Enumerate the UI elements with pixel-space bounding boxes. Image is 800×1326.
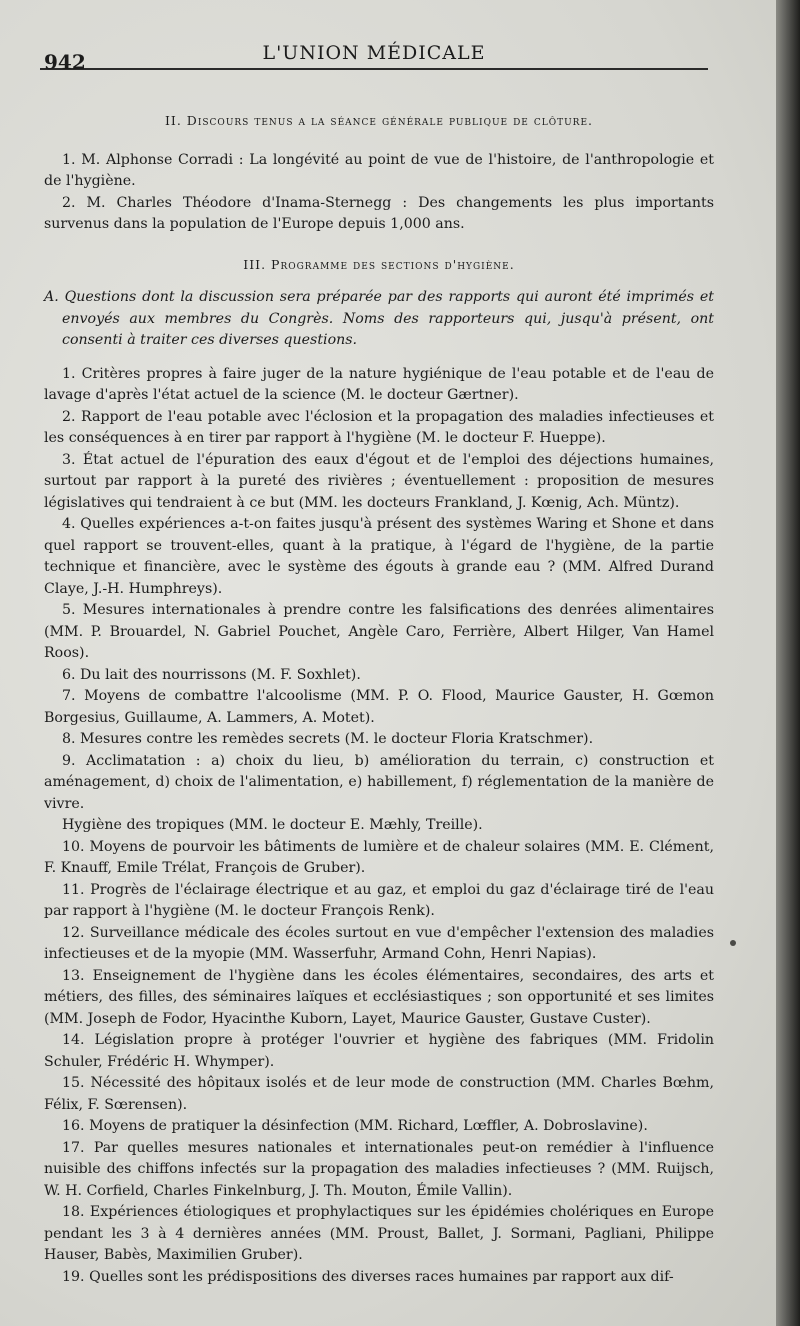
list-item: 10. Moyens de pourvoir les bâtiments de lumière et de chaleur solaires (MM. E. Clément, F. Knauff, Emile Trélat, François de Gruber). — [44, 838, 714, 876]
list-item: 15. Nécessité des hôpitaux isolés et de leur mode de construction (MM. Charles Bœhm, Félix, F. Sœrensen). — [44, 1075, 714, 1113]
list-item: 18. Expériences étiologiques et prophylactiques sur les épidémies cholériques en Europe pendant les 3 à 4 dernières années (MM. Proust, Ballet, J. Sormani, Pagliani, Philippe Hauser, Babès, Maximilien Gruber). — [44, 1204, 714, 1263]
list-item: 11. Progrès de l'éclairage électrique et au gaz, et emploi du gaz d'éclairage tiré de l'eau par rapport à l'hygiène (M. le docteur François Renk). — [44, 881, 714, 919]
list-item: 2. Rapport de l'eau potable avec l'éclosion et la propagation des maladies infectieuses et les conséquences à en tirer par rapport à l'hygiène (M. le docteur F. Hueppe). — [44, 408, 714, 446]
page-header — [40, 40, 708, 74]
section-heading: III. Programme des sections d'hygiène. — [243, 256, 515, 272]
list-item: 6. Du lait des nourrissons (M. F. Soxhlet). — [62, 666, 361, 683]
ink-spot — [730, 940, 736, 946]
journal-title: L'UNION MÉDICALE — [262, 42, 486, 64]
list-item: 16. Moyens de pratiquer la désinfection (MM. Richard, Lœffler, A. Dobroslavine). — [62, 1118, 648, 1134]
list-item: 4. Quelles expériences a-t-on faites jusqu'à présent des systèmes Waring et Shone et dans quel rapport se trouvent-elles, quant à la pratique, à l'égard de l'hygiène, de la partie technique et financière, avec le système des égouts à grande eau ? (MM. Alfred Durand Claye, J.-H. Humphreys). — [44, 516, 714, 597]
list-item: 14. Législation propre à protéger l'ouvrier et hygiène des fabriques (MM. Fridolin Schuler, Frédéric H. Whymper). — [44, 1032, 714, 1070]
list-item: 17. Par quelles mesures nationales et internationales peut-on remédier à l'influence nuisible des chiffons infectés sur la propagation des maladies infectieuses ? (MM. Ruijsch, W. H. Corfield, Charles Finkelnburg, J. Th. Mouton, Émile Vallin). — [44, 1139, 714, 1199]
section-heading: II. Discours tenus a la séance générale publique de clôture. — [164, 113, 593, 128]
list-item: 5. Mesures internationales à prendre contre les falsifications des denrées alimentaires (MM. P. Brouardel, N. Gabriel Pouchet, Angèle Caro, Ferrière, Albert Hilger, Van Hamel Roos). — [44, 602, 714, 661]
list-item: 8. Mesures contre les remèdes secrets (M. le docteur Floria Kratschmer). — [62, 731, 594, 747]
list-item: Hygiène des tropiques (MM. le docteur E. Mæhly, Treille). — [62, 817, 483, 833]
section-ii-list — [44, 150, 714, 236]
section-intro: A. Questions dont la discussion sera préparée par des rapports qui auront été imprimés et envoyés aux membres du Congrès. Noms des rapporteurs qui, jusqu'à présent, ont consenti à traiter ces diverses questions. — [44, 289, 714, 348]
page-body — [44, 110, 714, 1288]
list-item: 2. M. Charles Théodore d'Inama-Sternegg : Des changements les plus importants survenus dans la population de l'Europe depuis 1,000 ans. — [44, 194, 714, 232]
list-item: 1. M. Alphonse Corradi : La longévité au point de vue de l'histoire, de l'anthropologie et de l'hygiène. — [44, 151, 714, 189]
list-item: 13. Enseignement de l'hygiène dans les écoles élémentaires, secondaires, des arts et métiers, des filles, des séminaires laïques et ecclésiastiques ; son opportunité et ses limites (MM. Joseph de Fodor, Hyacinthe Kuborn, Layet, Maurice Gauster, Gustave Custer). — [44, 967, 714, 1027]
list-item: 7. Moyens de combattre l'alcoolisme (MM. P. O. Flood, Maurice Gauster, H. Gœmon Borgesius, Guillaume, A. Lammers, A. Motet). — [44, 688, 714, 726]
page-number: 942 — [44, 50, 86, 74]
list-item: 9. Acclimatation : a) choix du lieu, b) amélioration du terrain, c) construction et aménagement, d) choix de l'alimentation, e) habillement, f) réglementation de la manière de vivre. — [44, 752, 714, 812]
list-item: 1. Critères propres à faire juger de la nature hygiénique de l'eau potable et de l'eau de lavage d'après l'état actuel de la science (M. le docteur Gærtner). — [44, 365, 714, 403]
list-item: 12. Surveillance médicale des écoles surtout en vue d'empêcher l'extension des maladies infectieuses et de la myopie (MM. Wasserfuhr, Armand Cohn, Henri Napias). — [44, 924, 714, 962]
list-item: 19. Quelles sont les prédispositions des diverses races humaines par rapport aux dif- — [62, 1268, 674, 1285]
section-iii-list — [44, 364, 714, 1289]
list-item: 3. État actuel de l'épuration des eaux d'égout et de l'emploi des déjections humaines, surtout par rapport à la pureté des rivières ; éventuellement : proposition de mesures législatives qui tendraient à ce but (MM. les docteurs Frankland, J. Kœnig, Ach. Müntz). — [44, 451, 714, 511]
binding-shadow — [776, 0, 800, 1326]
